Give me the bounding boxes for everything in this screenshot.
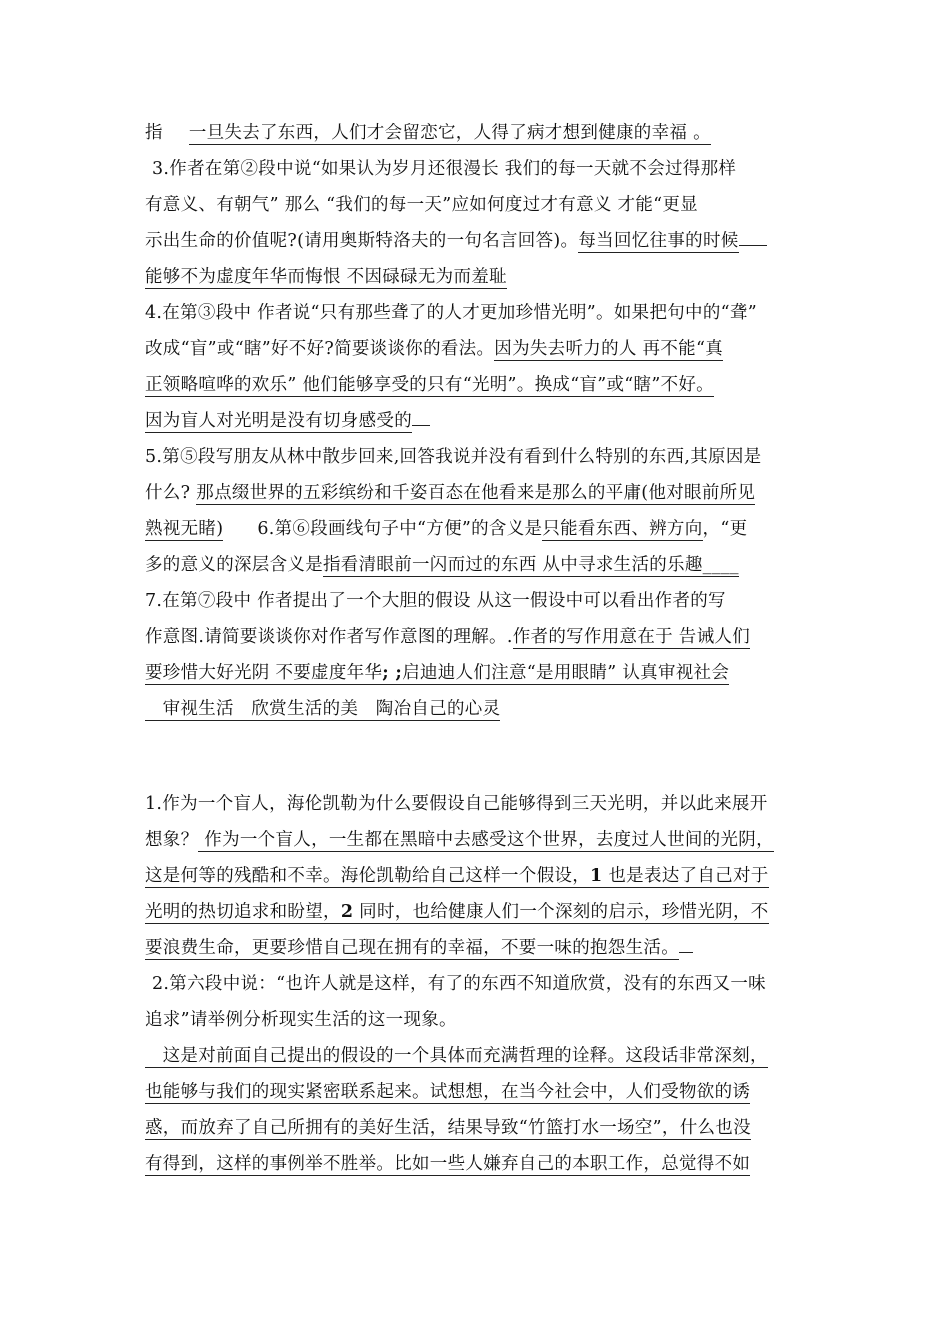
q7-answer-b1: 要珍惜大好光阴 不要虚度年华 — [145, 663, 383, 683]
p2-q1-num2: 2 — [340, 902, 354, 922]
p2-q1-answer-l2b: 也是表达了自己对于 — [602, 866, 769, 886]
q3-question-line-2: 有意义、有朝气” 那么 “我们的每一天”应如何度过才有意义 才能“更显 — [145, 195, 698, 215]
p2-q1-answer-l2a: 这是何等的残酷和不幸。海伦凯勒给自己这样一个假设， — [145, 866, 590, 886]
q3-question-line-3 — [145, 227, 810, 257]
p2-q2-answer-line-4 — [145, 1150, 810, 1180]
q5-q6-line — [145, 515, 810, 545]
p2-q1-question-line-2 — [145, 826, 810, 856]
q3-answer-a: 每当回忆往事的时候 — [578, 231, 739, 251]
q5-answer-b: 熟视无睹) — [145, 519, 224, 539]
q7-question-line-2 — [145, 623, 810, 653]
q2-lead: 指 — [145, 123, 163, 143]
q3-question-line-3-text: 示出生命的价值呢?(请用奥斯特洛夫的一句名言回答)。 — [145, 231, 579, 251]
p2-q2-answer-line-2 — [145, 1078, 810, 1108]
q4-answer-b: 正领略喧哗的欢乐” 他们能够享受的只有“光明”。换成“盲”或“瞎”不好。 — [145, 375, 714, 395]
q7-answer-sep: ; ; — [382, 663, 403, 683]
p2-q1-answer-l3b: 同时，也给健康人们一个深刻的启示，珍惜光阴，不 — [353, 902, 769, 922]
q7-answer-line-2 — [145, 659, 810, 689]
p2-q2-answer-l4: 有得到，这样的事例举不胜举。比如一些人嫌弃自己的本职工作，总觉得不如 — [145, 1154, 751, 1174]
q3-question-line-1: 3.作者在第②段中说“如果认为岁月还很漫长 我们的每一天就不会过得那样 — [152, 159, 737, 179]
q6-question-a: 6.第⑥段画线句子中“方便”的含义是 — [257, 519, 543, 539]
p2-q1-answer-line-3 — [145, 898, 810, 928]
q4-answer-line-2 — [145, 371, 810, 401]
p2-q1-answer-line-2 — [145, 862, 810, 892]
p2-q1-answer-line-4 — [145, 934, 810, 964]
p2-q2-answer-line-1 — [145, 1042, 810, 1072]
q5-question-line-2 — [145, 479, 810, 509]
p2-q2-question-line-2: 追求”请举例分析现实生活的这一现象。 — [145, 1010, 457, 1030]
q2-answer-line — [145, 119, 810, 149]
q5-question-line-1: 5.第⑤段写朋友从林中散步回来,回答我说并没有看到什么特别的东西,其原因是 — [145, 447, 762, 467]
q7-answer-b-wrap — [145, 663, 729, 685]
p2-q1-answer-l1: 作为一个盲人，一生都在黑暗中去感受这个世界，去度过人世间的光阴， — [198, 830, 774, 850]
q4-answer-line-3 — [145, 407, 810, 437]
q5-question-line-2-text: 什么? — [145, 483, 191, 503]
p2-q1-answer-l4: 要浪费生命，更要珍惜自己现在拥有的幸福，不要一味的抱怨生活。 — [145, 938, 679, 958]
p2-q2-question-line-1: 2.第六段中说：“也许人就是这样，有了的东西不知道欣赏，没有的东西又一味 — [152, 974, 766, 994]
q4-question-line-1: 4.在第③段中 作者说“只有那些聋了的人才更加珍惜光明”。如果把句中的“聋” — [145, 303, 757, 323]
q4-answer-a: 因为失去听力的人 再不能“真 — [494, 339, 723, 359]
q2-answer: 一旦失去了东西，人们才会留恋它，人得了病才想到健康的幸福 。 — [188, 123, 711, 143]
p2-q2-answer-l1: 这是对前面自己提出的假设的一个具体而充满哲理的诠释。这段话非常深刻， — [145, 1046, 768, 1066]
q5-answer-a: 那点缀世界的五彩缤纷和千姿百态在他看来是那么的平庸(他对眼前所见 — [196, 483, 756, 503]
q3-answer-line — [145, 263, 810, 293]
p2-q1-answer-l3-wrap — [145, 902, 769, 924]
q7-question-line-2-text: 作意图.请简要谈谈你对作者写作意图的理解。. — [145, 627, 513, 647]
p2-q1-question-line-1: 1.作为一个盲人，海伦凯勒为什么要假设自己能够得到三天光明，并以此来展开 — [145, 794, 768, 814]
q6-answer-a: 只能看东西、辨方向 — [542, 519, 703, 539]
q7-answer-line-3 — [145, 695, 810, 725]
q7-answer-b2: 启迪迪人们注意“是用眼睛” 认真审视社会 — [402, 663, 730, 683]
q4-question-line-2 — [145, 335, 810, 365]
q4-answer-c: 因为盲人对光明是没有切身感受的 — [145, 411, 412, 431]
p2-q2-answer-l3: 惑，而放弃了自己所拥有的美好生活，结果导致“竹篮打水一场空”，什么也没 — [145, 1118, 751, 1138]
p2-q1-question-line-2-text: 想象？ — [145, 830, 199, 850]
q6-line-2 — [145, 551, 810, 581]
p2-q2-answer-l2: 也能够与我们的现实紧密联系起来。试想想，在当今社会中，人们受物欲的诱 — [145, 1082, 751, 1102]
p2-q1-answer-l3a: 光明的热切追求和盼望， — [145, 902, 341, 922]
q7-answer-a: 作者的写作用意在于 告诫人们 — [512, 627, 750, 647]
q6-question-b: ，“更 — [702, 519, 748, 539]
q7-answer-c: 审视生活 欣赏生活的美 陶冶自己的心灵 — [145, 699, 501, 719]
q6-question-line-2: 多的意义的深层含义是 — [145, 555, 323, 575]
q6-answer-b: 指看清眼前一闪而过的东西 从中寻求生活的乐趣____ — [323, 555, 739, 575]
q4-question-line-2-text: 改成“盲”或“瞎”好不好?简要谈谈你的看法。 — [145, 339, 495, 359]
p2-q1-answer-l2-wrap — [145, 866, 769, 888]
q3-answer-b: 能够不为虚度年华而悔恨 不因碌碌无为而羞耻 — [145, 267, 507, 287]
q7-question-line-1: 7.在第⑦段中 作者提出了一个大胆的假设 从这一假设中可以看出作者的写 — [145, 591, 726, 611]
p2-q2-answer-line-3 — [145, 1114, 810, 1144]
p2-q1-num1: 1 — [590, 866, 603, 886]
